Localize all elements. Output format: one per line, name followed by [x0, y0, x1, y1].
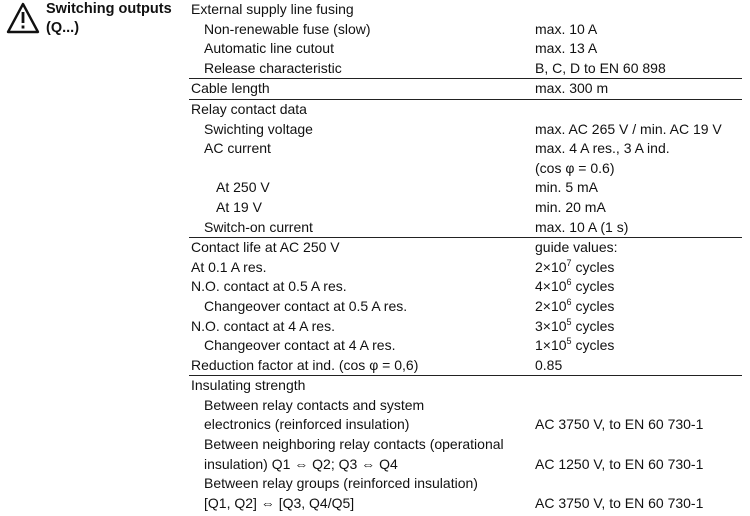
spec-table — [189, 0, 742, 513]
spec-row — [189, 198, 742, 218]
spec-value: max. 10 A (1 s) — [535, 218, 629, 235]
spec-value: AC 1250 V, to EN 60 730-1 — [535, 455, 704, 472]
spec-row — [189, 99, 742, 120]
section-title — [46, 0, 172, 38]
spec-value — [535, 317, 614, 337]
value-unit: cycles — [571, 278, 615, 295]
spec-label: Changeover contact at 0.5 A res. — [204, 297, 408, 314]
spec-value: B, C, D to EN 60 898 — [535, 59, 666, 76]
spec-value: max. 4 A res., 3 A ind. — [535, 140, 670, 157]
spec-value — [535, 258, 614, 278]
spec-row — [189, 258, 742, 278]
value-exponent: 7 — [566, 257, 572, 268]
spec-label: [Q1, Q2] ⇔ [Q3, Q4/Q5] — [204, 494, 355, 511]
spec-row — [189, 336, 742, 356]
spec-value: max. 300 m — [535, 80, 609, 97]
spec-label: Between relay contacts and system — [204, 396, 425, 413]
spec-label: Insulating strength — [191, 377, 306, 394]
spec-row — [189, 20, 742, 40]
spec-label: Swichting voltage — [204, 120, 313, 137]
spec-label: Changeover contact at 4 A res. — [204, 337, 396, 354]
spec-value: min. 20 mA — [535, 198, 606, 215]
value-unit: cycles — [571, 317, 615, 334]
spec-value: AC 3750 V, to EN 60 730-1 — [535, 494, 704, 511]
section-heading — [4, 0, 184, 40]
spec-row — [189, 435, 742, 455]
spec-row — [189, 218, 742, 238]
value-unit: cycles — [571, 337, 615, 354]
spec-label: Contact life at AC 250 V — [191, 239, 340, 256]
spec-row — [189, 396, 742, 416]
value-base: 2×10 — [535, 297, 567, 314]
spec-row — [189, 317, 742, 337]
spec-label: insulation) Q1 ⇔ Q2; Q3 ⇔ Q4 — [204, 455, 398, 472]
spec-label: Non-renewable fuse (slow) — [204, 20, 371, 37]
spec-row — [189, 297, 742, 317]
spec-row — [189, 39, 742, 59]
spec-row — [189, 59, 742, 79]
value-exponent: 6 — [566, 277, 572, 288]
spec-row — [189, 455, 742, 475]
spec-value: min. 5 mA — [535, 179, 599, 196]
spec-row — [189, 0, 742, 20]
value-base: 2×10 — [535, 258, 567, 275]
spec-label: Between neighboring relay contacts (operational — [204, 436, 504, 453]
spec-value: max. 10 A — [535, 20, 598, 37]
spec-value — [535, 277, 614, 297]
value-exponent: 5 — [566, 316, 572, 327]
spec-row — [189, 474, 742, 494]
spec-value: 0.85 — [535, 356, 563, 373]
spec-label: AC current — [204, 140, 271, 157]
value-unit: cycles — [571, 297, 615, 314]
spec-label: External supply line fusing — [191, 1, 354, 17]
value-base: 3×10 — [535, 317, 567, 334]
section-title-line2: (Q...) — [46, 20, 80, 36]
spec-row — [189, 120, 742, 140]
value-unit: cycles — [571, 258, 615, 275]
spec-label: Switch-on current — [204, 218, 313, 235]
spec-label: N.O. contact at 4 A res. — [191, 317, 335, 334]
spec-value: max. 13 A — [535, 40, 598, 57]
spec-value — [535, 336, 614, 356]
spec-row — [189, 277, 742, 297]
spec-label: At 250 V — [216, 179, 270, 196]
spec-value: max. AC 265 V / min. AC 19 V — [535, 120, 722, 137]
spec-label: At 19 V — [216, 198, 262, 215]
spec-label: Cable length — [191, 80, 270, 97]
spec-row — [189, 415, 742, 435]
spec-row — [189, 178, 742, 198]
spec-row — [189, 237, 742, 258]
value-exponent: 5 — [566, 336, 572, 347]
spec-row — [189, 356, 742, 376]
spec-label: Automatic line cutout — [204, 40, 334, 57]
spec-label: Release characteristic — [204, 59, 342, 76]
spec-row — [189, 159, 742, 179]
spec-row — [189, 375, 742, 396]
spec-label: Reduction factor at ind. (cos φ = 0,6) — [191, 356, 419, 373]
spec-row — [189, 78, 742, 99]
spec-label: Between relay groups (reinforced insulation) — [204, 475, 478, 492]
spec-value — [535, 297, 614, 317]
spec-value: AC 3750 V, to EN 60 730-1 — [535, 416, 704, 433]
spec-label: electronics (reinforced insulation) — [204, 416, 410, 433]
spec-value: guide values: — [535, 239, 618, 256]
spec-label: Relay contact data — [191, 100, 307, 117]
spec-row — [189, 494, 742, 514]
spec-value: (cos φ = 0.6) — [535, 159, 615, 176]
spec-label: N.O. contact at 0.5 A res. — [191, 278, 347, 295]
section-title-line1: Switching outputs — [46, 1, 172, 17]
spec-row — [189, 139, 742, 159]
spec-label: At 0.1 A res. — [191, 258, 267, 275]
value-exponent: 6 — [566, 296, 572, 307]
value-base: 1×10 — [535, 337, 567, 354]
value-base: 4×10 — [535, 278, 567, 295]
warning-icon — [6, 2, 40, 34]
